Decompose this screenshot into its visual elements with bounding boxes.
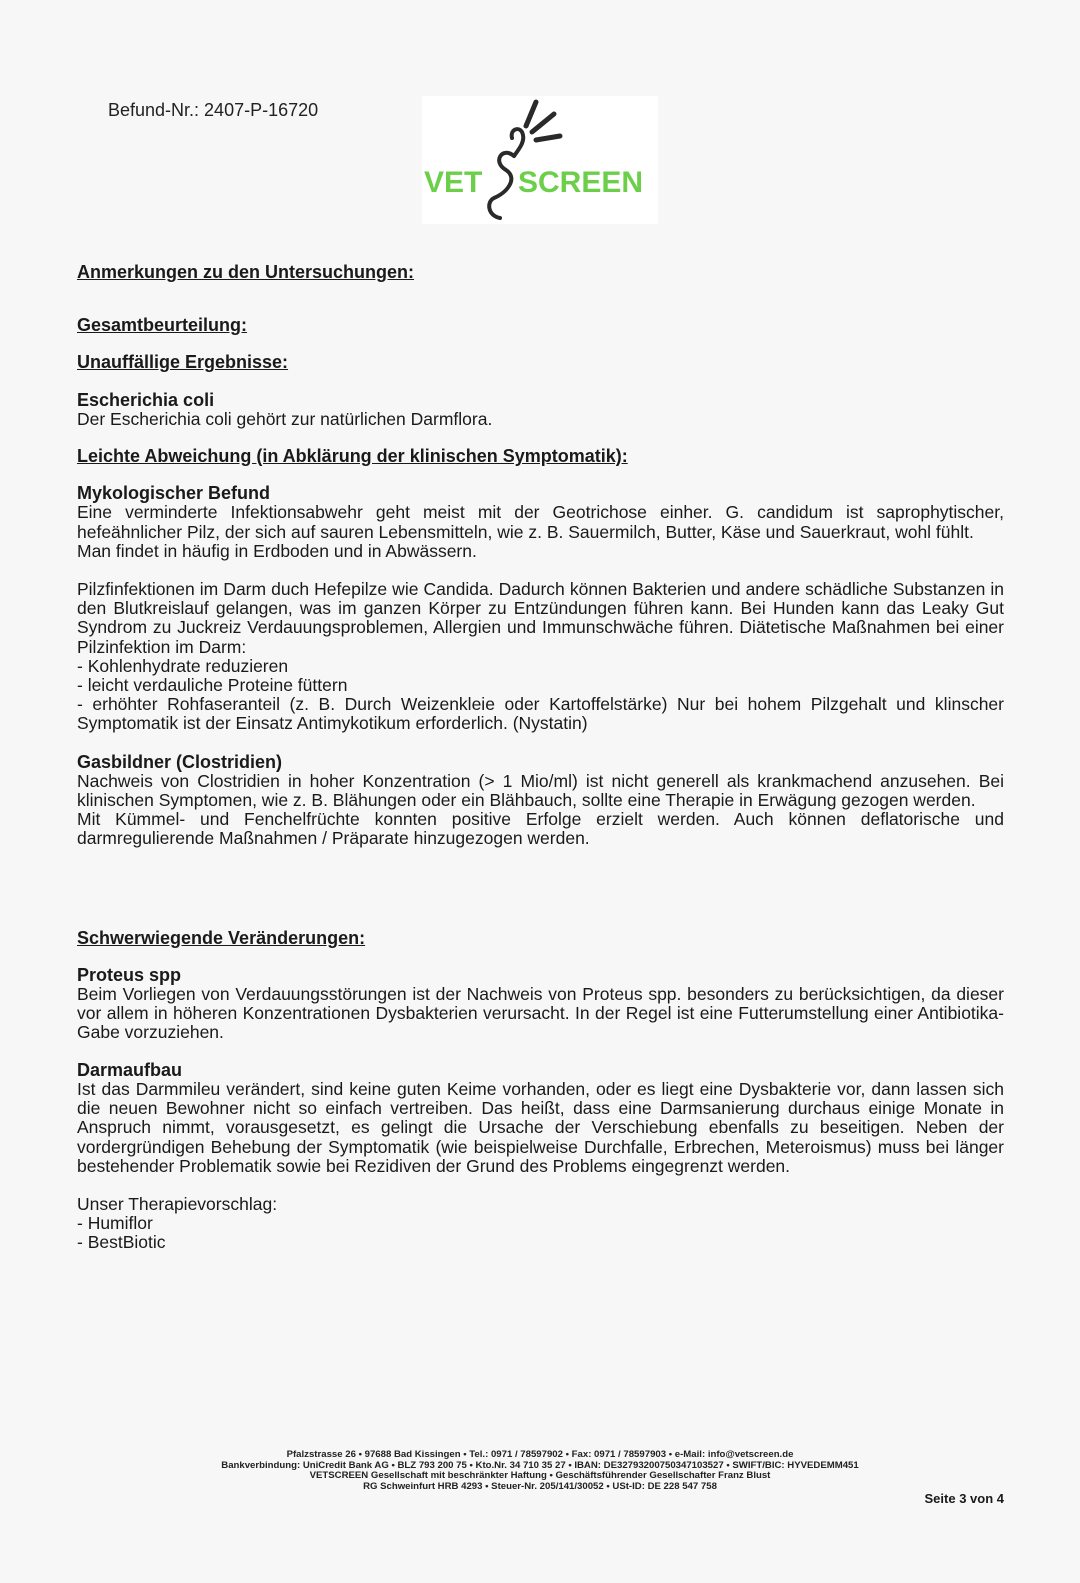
unauffaellige-heading: Unauffällige Ergebnisse: (77, 352, 289, 373)
mykologisch-heading: Mykologischer Befund (77, 483, 271, 504)
footer-address: Pfalzstrasse 26 • 97688 Bad Kissingen • Tel.: 0971 / 78597902 • Fax: 0971 / 78597903 • e-Mail: info@vetscreen.de (286, 1449, 794, 1460)
ecoli-text: Der Escherichia coli gehört zur natürlichen Darmflora. (77, 408, 493, 429)
befund-number: Befund-Nr.: 2407-P-16720 (108, 100, 319, 120)
ecoli-heading: Escherichia coli (77, 389, 215, 410)
schwerwiegende-heading: Schwerwiegende Veränderungen: (77, 927, 366, 948)
darmaufbau-heading: Darmaufbau (77, 1059, 183, 1080)
footer-company: VETSCREEN Gesellschaft mit beschränkter Haftung • Geschäftsführender Gesellschafter Franz Blust (309, 1470, 771, 1481)
gasbildner-heading: Gasbildner (Clostridien) (77, 751, 283, 772)
gasbildner-paragraph-1: Nachweis von Clostridien in hoher Konzentration (> 1 Mio/ml) ist nicht generell als krankmachend anzusehen. Bei klinischen Symptomen, wie z. B. Blähungen oder ein Blähbauch, sollte eine Therapie in Erwägung gezogen werden. (77, 770, 1004, 811)
vetscreen-logo (422, 96, 658, 224)
therapie-list (77, 1214, 1004, 1252)
therapie-heading: Unser Therapievorschlag: (77, 1193, 278, 1214)
list-item: - BestBiotic (77, 1232, 166, 1253)
logo-text-vet: VET (424, 166, 483, 199)
footer-registry: RG Schweinfurt HRB 4293 • Steuer-Nr. 205/141/30052 • USt-ID: DE 228 547 758 (363, 1480, 717, 1492)
darmaufbau-text: Ist das Darmmileu verändert, sind keine guten Keime vorhanden, oder es liegt eine Dysbakterie vor, dann lassen sich die neuen Bewohner nicht so einfach vertreiben. Das heißt, dass eine Darmsanierung durchaus einige Monate in Anspruch nimmt, vorausgesetzt, es gelingt die Ursache der Verschiebung ebenfalls zu beseitigen. Neben der vordergründigen Behebung der Symptomatik (wie beispielweise Durchfalle, Erbrechen, Meteroismus) muss bei länger bestehender Problematik sowie bei Rezidiven der Grund des Problems eingegrenzt werden. (77, 1078, 1004, 1176)
logo-text-screen: SCREEN (518, 166, 644, 199)
page-number: Seite 3 von 4 (924, 1491, 1004, 1506)
footer-bank: Bankverbindung: UniCredit Bank AG • BLZ 793 200 75 • Kto.Nr. 34 710 35 27 • IBAN: DE32793200750347103527 • SWIFT/BIC: HYVEDEMM451 (221, 1459, 859, 1471)
diet-measures-list (77, 657, 1004, 734)
vetscreen-logo-graphic (422, 96, 658, 224)
list-item: - Kohlenhydrate reduzieren (77, 655, 289, 676)
gesamtbeurteilung-heading: Gesamtbeurteilung: (77, 315, 248, 336)
leichte-abweichung-heading: Leichte Abweichung (in Abklärung der klinischen Symptomatik): (77, 446, 628, 467)
report-body (77, 263, 1004, 1253)
mykologisch-paragraph-2: Man findet in häufig in Erdboden und in Abwässern. (77, 540, 477, 561)
proteus-text: Beim Vorliegen von Verdauungsstörungen ist der Nachweis von Proteus spp. besonders zu berücksichtigen, da dieser vor allem in höheren Konzentrationen Dysbakterien verursacht. In der Regel ist eine Futterumstellung einer Antibiotika-Gabe vorzuziehen. (77, 984, 1004, 1043)
proteus-heading: Proteus spp (77, 964, 182, 985)
anmerkungen-heading: Anmerkungen zu den Untersuchungen: (77, 262, 415, 282)
list-item: - leicht verdauliche Proteine füttern (77, 675, 348, 696)
mykologisch-paragraph-1: Eine verminderte Infektionsabwehr geht meist mit der Geotrichose einher. G. candidum ist saprophytischer, hefeähnlicher Pilz, der sich auf sauren Lebensmitteln, wie z. B. Sauermilch, Butter, Käse und Sauerkraut, wohl fühlt. (77, 502, 1004, 542)
footer (120, 1450, 960, 1492)
mykologisch-paragraph-3: Pilzfinfektionen im Darm duch Hefepilze wie Candida. Dadurch können Bakterien und andere schädliche Substanzen in den Blutkreislauf gelangen, was im ganzen Körper zu Entzündungen führen kann. Bei Hunden kann das Leaky Gut Syndrom zu Juckreiz Verdauungsproblemen, Allergien und Immunschwäche führen. Diätetische Maßnahmen bei einer Pilzinfektion im Darm: (77, 579, 1004, 657)
gasbildner-paragraph-2: Mit Kümmel- und Fenchelfrüchte konnten positive Erfolge erzielt werden. Auch können deflatorische und darmregulierende Maßnahmen / Präparate hinzugezogen werden. (77, 809, 1004, 849)
list-item: - Humiflor (77, 1213, 153, 1234)
list-item: - erhöhter Rohfaseranteil (z. B. Durch Weizenkleie oder Kartoffelstärke) Nur bei hohem Pilzgehalt und klinscher Symptomatik ist der Einsatz Antimykotikum erforderlich. (Nystatin) (77, 694, 1004, 734)
